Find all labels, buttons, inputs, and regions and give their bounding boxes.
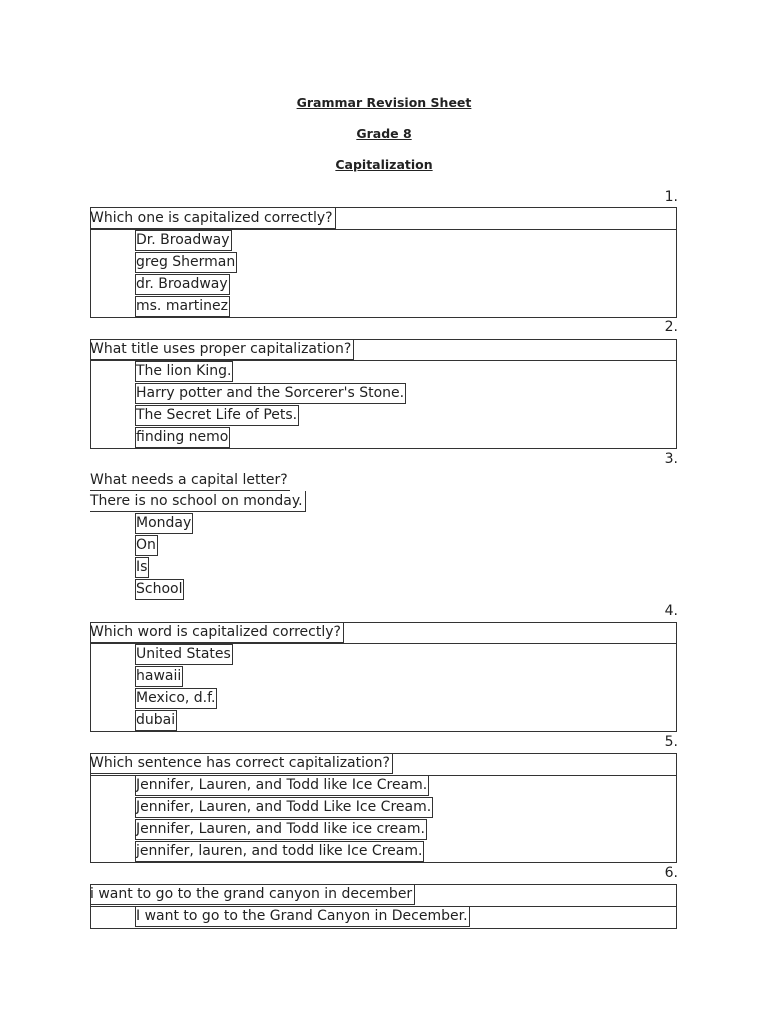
- question-sentence-text: There is no school on monday.: [90, 491, 306, 512]
- question-prompt: [90, 208, 336, 229]
- answer-option[interactable]: [135, 383, 406, 404]
- question-prompt: [90, 470, 290, 491]
- answer-option-text: dubai: [135, 710, 177, 731]
- question-prompt: [90, 753, 393, 774]
- answer-option[interactable]: [135, 797, 433, 818]
- answer-option[interactable]: [135, 274, 230, 295]
- question-prompt-text: i want to go to the grand canyon in december: [90, 884, 415, 905]
- question-number: 3.: [664, 451, 678, 467]
- answer-option[interactable]: [135, 296, 230, 317]
- answer-option[interactable]: [135, 906, 470, 927]
- answer-option[interactable]: [135, 841, 424, 862]
- answer-option[interactable]: [135, 579, 184, 600]
- answer-option[interactable]: [135, 361, 233, 382]
- document-title: Grammar Revision Sheet: [296, 95, 472, 110]
- question-prompt: [90, 622, 344, 643]
- answer-option[interactable]: [135, 252, 237, 273]
- answer-option-text: Jennifer, Lauren, and Todd like ice cream.: [135, 819, 427, 840]
- question-number: 5.: [664, 734, 678, 750]
- question-prompt: [90, 884, 415, 905]
- answer-option[interactable]: [135, 644, 233, 665]
- question-number: 2.: [664, 319, 678, 335]
- question-prompt: [90, 339, 354, 360]
- answer-option-text: School: [135, 579, 184, 600]
- question-number: 6.: [664, 865, 678, 881]
- answer-option-text: Jennifer, Lauren, and Todd like Ice Cream.: [135, 775, 429, 796]
- answer-option-text: Dr. Broadway: [135, 230, 232, 251]
- question-prompt-text: Which one is capitalized correctly?: [90, 208, 336, 229]
- question-prompt-text: Which word is capitalized correctly?: [90, 622, 344, 643]
- answer-option-text: Harry potter and the Sorcerer's Stone.: [135, 383, 406, 404]
- answer-option-text: Jennifer, Lauren, and Todd Like Ice Cream.: [135, 797, 433, 818]
- answer-option[interactable]: [135, 427, 230, 448]
- answer-option-text: Monday: [135, 513, 193, 534]
- answer-option-text: I want to go to the Grand Canyon in December.: [135, 906, 470, 927]
- answer-option-text: On: [135, 535, 158, 556]
- question-sentence: [90, 491, 306, 512]
- grade-heading: Grade 8: [356, 126, 412, 141]
- question-number: 4.: [664, 603, 678, 619]
- answer-option[interactable]: [135, 230, 232, 251]
- topic-heading: Capitalization: [335, 157, 433, 172]
- answer-option-text: finding nemo: [135, 427, 230, 448]
- answer-option[interactable]: [135, 710, 177, 731]
- answer-option[interactable]: [135, 535, 158, 556]
- answer-option-text: hawaii: [135, 666, 183, 687]
- question-prompt-text: What title uses proper capitalization?: [90, 339, 354, 360]
- answer-option[interactable]: [135, 819, 427, 840]
- answer-option-text: ms. martinez: [135, 296, 230, 317]
- answer-option-text: Is: [135, 557, 149, 578]
- answer-option[interactable]: [135, 666, 183, 687]
- answer-option[interactable]: [135, 688, 217, 709]
- question-number: 1.: [664, 189, 678, 205]
- answer-option-text: greg Sherman: [135, 252, 237, 273]
- answer-option-text: dr. Broadway: [135, 274, 230, 295]
- question-prompt-text: Which sentence has correct capitalization?: [90, 753, 393, 774]
- answer-option-text: The Secret Life of Pets.: [135, 405, 299, 426]
- answer-option[interactable]: [135, 513, 193, 534]
- answer-option-text: United States: [135, 644, 233, 665]
- answer-option-text: Mexico, d.f.: [135, 688, 217, 709]
- answer-option-text: The lion King.: [135, 361, 233, 382]
- answer-option-text: jennifer, lauren, and todd like Ice Cream.: [135, 841, 424, 862]
- question-prompt-text: What needs a capital letter?: [90, 470, 290, 491]
- answer-option[interactable]: [135, 775, 429, 796]
- answer-option[interactable]: [135, 405, 299, 426]
- answer-option[interactable]: [135, 557, 149, 578]
